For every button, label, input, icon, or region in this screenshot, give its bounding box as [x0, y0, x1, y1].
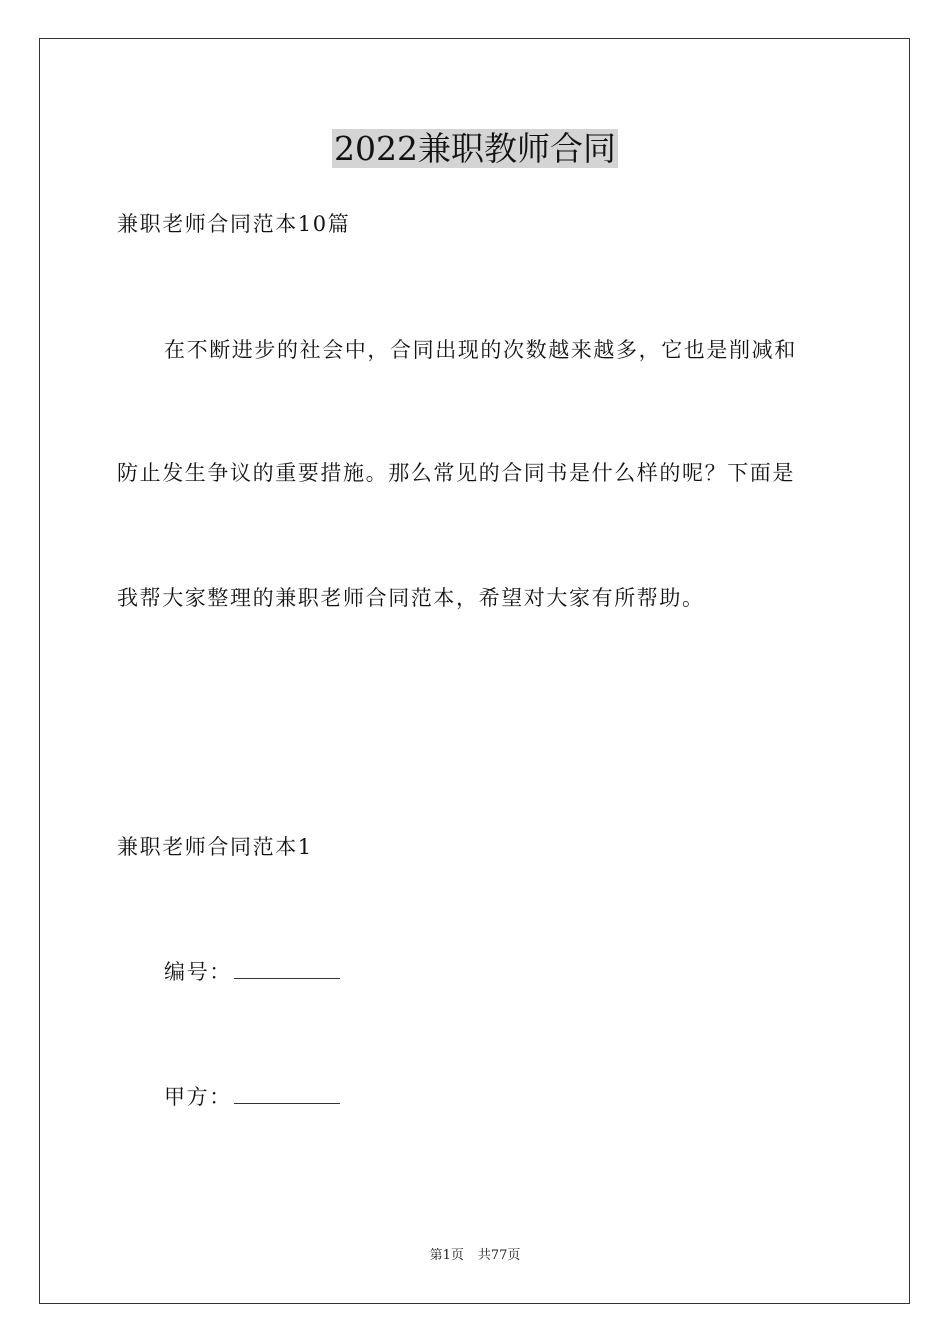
intro-line-2: 防止发生争议的重要措施。那么常见的合同书是什么样的呢？下面是	[117, 461, 795, 485]
party-a-blank	[234, 1085, 340, 1104]
contract-number-field	[164, 957, 340, 987]
document-subtitle: 兼职老师合同范本10篇	[117, 212, 351, 236]
intro-line-3: 我帮大家整理的兼职老师合同范本，希望对大家有所帮助。	[117, 586, 705, 610]
contract-number-blank	[234, 960, 340, 979]
document-title-text: 2022兼职教师合同	[334, 129, 616, 168]
contract-number-label: 编号：	[164, 960, 232, 984]
document-title	[0, 126, 950, 172]
intro-line-1: 在不断进步的社会中，合同出现的次数越来越多，它也是削减和	[164, 338, 797, 362]
party-a-field	[164, 1082, 340, 1112]
section-heading: 兼职老师合同范本1	[117, 835, 313, 859]
page-total: 共77页	[477, 1248, 521, 1263]
page-current: 第1页	[429, 1248, 464, 1263]
page-footer	[0, 1247, 950, 1265]
party-a-label: 甲方：	[164, 1085, 232, 1109]
